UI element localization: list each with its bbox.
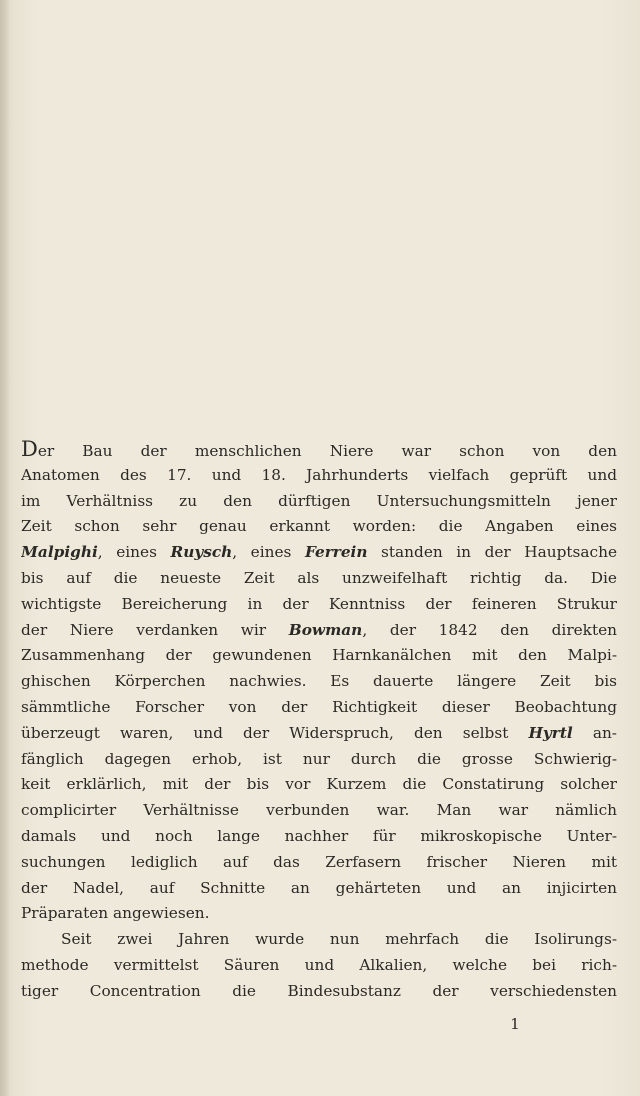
person-name: Bowman xyxy=(288,620,363,639)
person-name: Ferrein xyxy=(304,543,368,562)
text-segment: , eines xyxy=(232,543,305,562)
text-line: suchungen lediglich auf das Zerfasern frischer Nieren mit xyxy=(21,852,617,871)
text-line: ghischen Körperchen nachwies. Es dauerte längere Zeit bis xyxy=(21,672,617,691)
text-line: fänglich dagegen erhob, ist nur durch die grosse Schwierig- xyxy=(21,749,617,768)
text-segment: , eines xyxy=(97,543,171,562)
person-name: Malpighi xyxy=(21,543,98,562)
person-name: Hyrtl xyxy=(528,723,573,742)
text-line: der Nadel, auf Schnitte an gehärteten und an injicirten xyxy=(21,878,617,897)
text-segment: der Niere verdanken wir xyxy=(21,620,289,639)
text-line xyxy=(21,437,617,463)
text-line: damals und noch lange nachher für mikroskopische Unter- xyxy=(21,826,617,845)
text-line: Anatomen des 17. und 18. Jahrhunderts vielfach geprüft und xyxy=(21,465,617,484)
page-number: 1 xyxy=(510,1015,520,1033)
text-line-rest: er Bau der menschlichen Niere war schon von den xyxy=(37,442,617,460)
text-line: sämmtliche Forscher von der Richtigkeit dieser Beobachtung xyxy=(21,697,617,716)
person-name: Ruysch xyxy=(170,543,233,562)
text-line: im Verhältniss zu den dürftigen Untersuchungsmitteln jener xyxy=(21,491,617,510)
text-line xyxy=(21,721,617,747)
text-segment: überzeugt waren, und der Widerspruch, den selbst xyxy=(21,723,529,742)
text-line: Zeit schon sehr genau erkannt worden: die Angaben eines xyxy=(21,517,617,536)
text-line: bis auf die neueste Zeit als unzweifelhaft richtig da. Die xyxy=(21,568,617,587)
text-line: tiger Concentration die Bindesubstanz der verschiedensten xyxy=(21,981,617,1000)
text-line: Zusammenhang der gewundenen Harnkanälchen mit den Malpi- xyxy=(21,646,617,665)
text-line xyxy=(21,618,617,644)
text-segment: standen in der Hauptsache xyxy=(367,543,617,562)
text-line: wichtigste Bereicherung in der Kenntniss der feineren Strukur xyxy=(21,594,617,613)
text-line: complicirter Verhältnisse verbunden war. Man war nämlich xyxy=(21,801,617,820)
text-line: Präparaten angewiesen. xyxy=(21,904,210,923)
page-gutter-shadow xyxy=(0,0,10,1096)
text-segment: , der 1842 den direkten xyxy=(362,620,617,639)
text-segment: an- xyxy=(572,723,617,742)
text-line: methode vermittelst Säuren und Alkalien, welche bei rich- xyxy=(21,955,617,974)
text-line xyxy=(21,540,617,566)
text-line: keit erklärlich, mit der bis vor Kurzem die Constatirung solcher xyxy=(21,775,617,794)
text-line: Seit zwei Jahren wurde nun mehrfach die Isolirungs- xyxy=(61,930,617,949)
body-text xyxy=(21,437,617,1005)
initial-letter: D xyxy=(21,437,38,461)
